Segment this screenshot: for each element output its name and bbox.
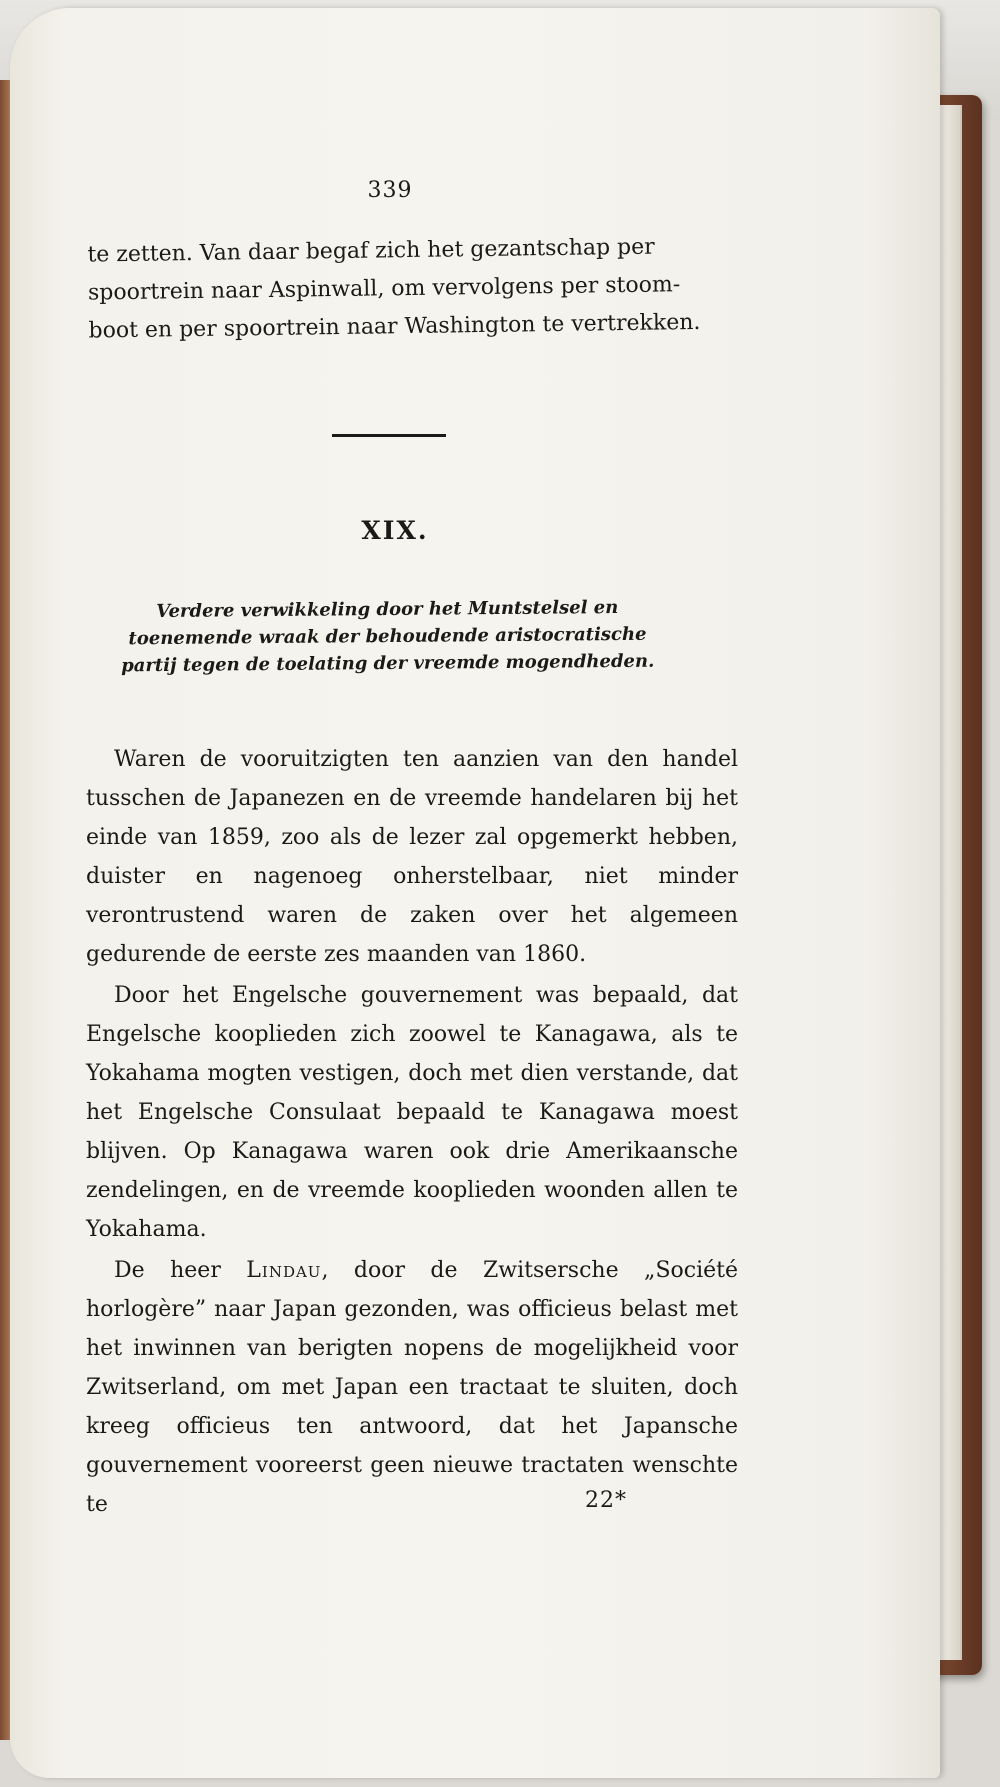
chapter-subtitle: Verdere verwikkeling door het Muntstelsel en toenemende wraak der behoudende aristocratische partij tegen de toelating der vreemde mogendheden. (121, 596, 655, 677)
section-divider (332, 434, 446, 437)
paragraph-text: De heer (114, 1258, 247, 1283)
paragraph-text: , door de Zwitsersche „Société horlogère” naar Japan gezonden, was officieus belast met het inwinnen van berigten nopens de mogelijkheid voor Zwitserland, om met Japan een tractaat te sluiten, doch kreeg officieus ten antwoord, dat het Japansche gouvernement vooreerst geen nieuwe tractaten wenschte te (86, 1258, 738, 1517)
signature-mark: 22* (585, 1488, 627, 1513)
person-name: Lindau (246, 1258, 322, 1283)
carryover-line: boot en per spoortrein naar Washington te vertrekken. (88, 309, 701, 344)
page-number: 339 (367, 178, 413, 203)
carryover-line: spoortrein naar Aspinwall, om vervolgens per stoom- (87, 272, 681, 306)
carryover-line: te zetten. Van daar begaf zich het gezantschap per (87, 234, 655, 268)
carryover-text (87, 228, 734, 351)
chapter-number: XIX. (361, 516, 429, 545)
chapter-body (86, 740, 738, 1524)
paragraph: Door het Engelsche gouvernement was bepaald, dat Engelsche kooplieden zich zoowel te Kanagawa, als te Yokahama mogten vestigen, doch met dien verstande, dat het Engelsche Consulaat bepaald te Kanagawa moest blijven. Op Kanagawa waren ook drie Amerikaansche zendelingen, en de vreemde kooplieden woonden allen te Yokahama. (86, 983, 738, 1242)
paragraph: Waren de vooruitzigten ten aanzien van den handel tusschen de Japanezen en de vreemde handelaren bij het einde van 1859, zoo als de lezer zal opgemerkt hebben, duister en nagenoeg onherstelbaar, niet minder verontrustend waren de zaken over het algemeen gedurende de eerste zes maanden van 1860. (86, 747, 738, 967)
paragraph (86, 1251, 738, 1524)
